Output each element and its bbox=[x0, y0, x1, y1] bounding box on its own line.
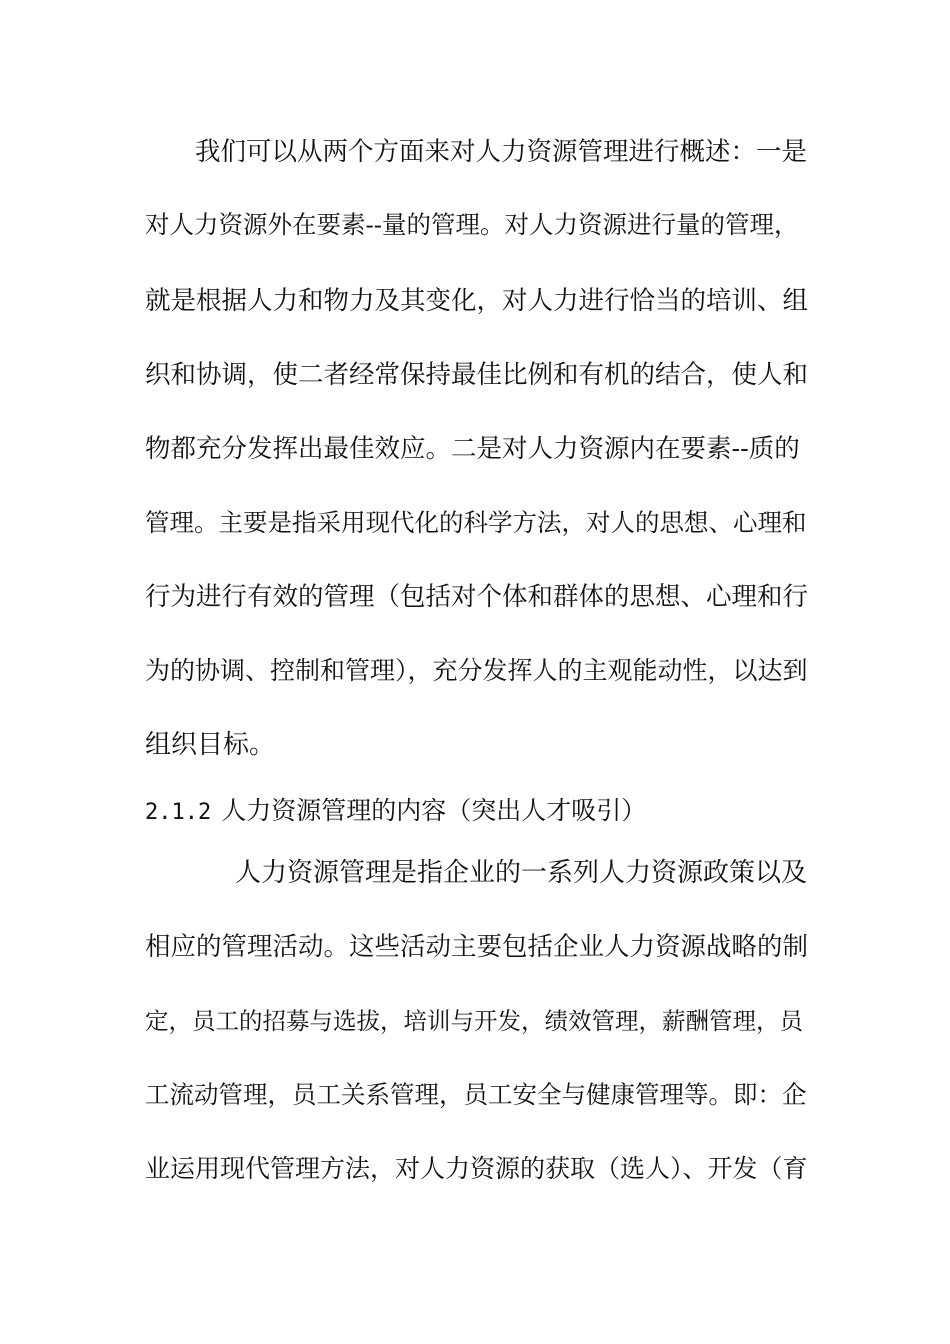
paragraph-2-line-4: 工流动管理，员工关系管理，员工安全与健康管理等。即：企 bbox=[145, 1080, 807, 1109]
paragraph-2-line-1: 人力资源管理是指企业的一系列人力资源政策以及 bbox=[235, 858, 808, 888]
paragraph-2-line-3: 定，员工的招募与选拔，培训与开发，绩效管理，薪酬管理，员 bbox=[145, 1007, 803, 1035]
paragraph-2-line-5: 业运用现代管理方法，对人力资源的获取（选人）、开发（育 bbox=[145, 1154, 808, 1183]
paragraph-2-line-2: 相应的管理活动。这些活动主要包括企业人力资源战略的制 bbox=[145, 932, 809, 962]
paragraph-1-line-3: 就是根据人力和物力及其变化，对人力进行恰当的培训、组 bbox=[145, 286, 809, 316]
paragraph-1-line-8: 为的协调、控制和管理），充分发挥人的主观能动性，以达到 bbox=[145, 656, 808, 685]
section-heading bbox=[145, 794, 646, 830]
section-title: 人力资源管理的内容（突出人才吸引） bbox=[221, 796, 647, 825]
paragraph-1-line-7: 行为进行有效的管理（包括对个体和群体的思想、心理和行 bbox=[145, 582, 809, 612]
paragraph-1-line-6: 管理。主要是指采用现代化的科学方法，对人的思想、心理和 bbox=[145, 508, 807, 537]
paragraph-1-line-9: 组织目标。 bbox=[145, 730, 276, 760]
paragraph-1-line-4: 织和协调，使二者经常保持最佳比例和有机的结合，使人和 bbox=[145, 360, 809, 390]
paragraph-1-line-2: 对人力资源外在要素--量的管理。对人力资源进行量的管理， bbox=[145, 210, 799, 239]
paragraph-1-line-5: 物都充分发挥出最佳效应。二是对人力资源内在要素--质的 bbox=[145, 434, 800, 464]
section-number: 2.1.2 bbox=[145, 800, 212, 825]
paragraph-1-line-1: 我们可以从两个方面来对人力资源管理进行概述：一是 bbox=[195, 137, 808, 167]
